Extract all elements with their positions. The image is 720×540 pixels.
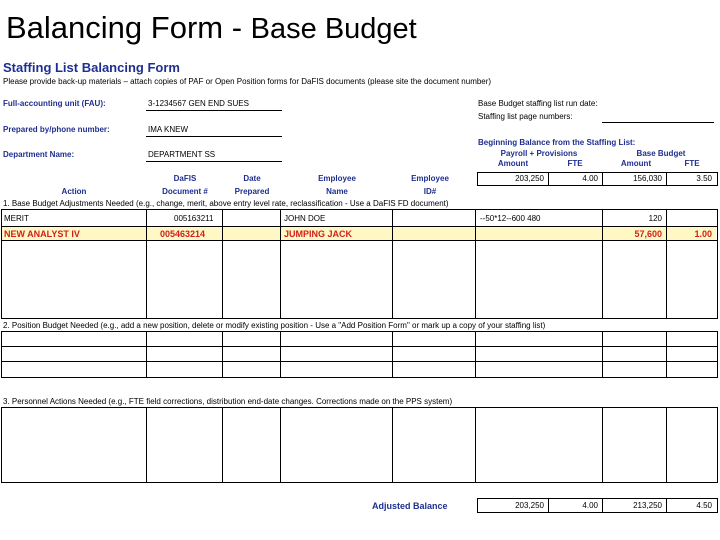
- ab-divider-1: [548, 498, 549, 512]
- slide-title-sub: Base Budget: [250, 13, 417, 45]
- s3-col-line-4: [392, 407, 393, 482]
- s2-col-line-4: [392, 331, 393, 377]
- payroll-amount-header: Amount: [497, 159, 529, 168]
- s3-col-line-5: [475, 407, 476, 482]
- s3-col-line-3: [280, 407, 281, 482]
- section3-caption: 3. Personnel Actions Needed (e.g., FTE field corrections, distribution end-date changes. Corrections made on the PPS system): [3, 397, 453, 406]
- prepared-underline: [146, 136, 282, 137]
- col-prepared-header: Prepared: [234, 187, 270, 196]
- ab-divider-3: [666, 498, 667, 512]
- bb-payroll-fte[interactable]: 4.00: [582, 174, 598, 183]
- fau-underline: [146, 110, 282, 111]
- s2-col-line-2: [222, 331, 223, 377]
- slide-title: [6, 10, 417, 47]
- s2-col-line-1: [146, 331, 147, 377]
- s2-col-line-5: [475, 331, 476, 377]
- section1-caption: 1. Base Budget Adjustments Needed (e.g., change, merit, above entry level rate, reclassification - Use a DaFIS FD document): [3, 199, 449, 208]
- form-title: Staffing List Balancing Form: [3, 60, 180, 75]
- row1-action[interactable]: MERIT: [4, 214, 29, 223]
- bb-divider-1: [548, 172, 549, 185]
- row2-amount[interactable]: 57,600: [634, 229, 662, 239]
- s1-row-line-2: [1, 240, 717, 241]
- prepared-value[interactable]: IMA KNEW: [148, 125, 189, 134]
- bb-base-fte[interactable]: 3.50: [696, 174, 712, 183]
- payroll-provisions-label: Payroll + Provisions: [500, 149, 578, 158]
- run-date-label: Base Budget staffing list run date:: [478, 99, 598, 108]
- section2-caption: 2. Position Budget Needed (e.g., add a new position, delete or modify existing position - Use a "Add Position Form" or mark up a copy of your staffing list): [3, 321, 546, 330]
- slide-title-main: Balancing Form: [6, 10, 224, 45]
- bb-payroll-amount[interactable]: 203,250: [515, 174, 544, 183]
- s2-row-line-2: [1, 361, 717, 362]
- bb-base-amount[interactable]: 156,030: [633, 174, 662, 183]
- col-name-header: Name: [326, 187, 348, 196]
- s1-col-line-1: [146, 209, 147, 318]
- dept-value[interactable]: DEPARTMENT SS: [148, 150, 216, 159]
- section2-table: [1, 331, 718, 378]
- base-fte-header: FTE: [684, 159, 700, 168]
- col-employee2-header: Employee: [411, 174, 449, 183]
- ab-payroll-amount[interactable]: 203,250: [515, 501, 544, 510]
- col-date-header: Date: [243, 174, 261, 183]
- col-employee-header: Employee: [318, 174, 356, 183]
- col-action-header: Action: [61, 187, 87, 196]
- adjusted-balance-label: Adjusted Balance: [372, 501, 448, 511]
- slide-title-dash: -: [231, 10, 243, 45]
- bb-divider-2: [602, 172, 603, 185]
- ab-base-fte[interactable]: 4.50: [696, 501, 712, 510]
- s2-col-line-7: [666, 331, 667, 377]
- ab-divider-2: [602, 498, 603, 512]
- page-numbers-underline: [602, 122, 714, 123]
- row2-document[interactable]: 005463214: [160, 229, 206, 239]
- s1-col-line-3: [280, 209, 281, 318]
- col-document-header: Document #: [162, 187, 208, 196]
- row2-name[interactable]: JUMPING JACK: [284, 229, 353, 239]
- col-dafis-header: DaFIS: [173, 174, 197, 183]
- s1-col-line-4: [392, 209, 393, 318]
- bb-divider-3: [666, 172, 667, 185]
- s2-col-line-3: [280, 331, 281, 377]
- s2-col-line-6: [602, 331, 603, 377]
- dept-label: Department Name:: [3, 150, 75, 159]
- row1-id[interactable]: --50*12--600 480: [480, 214, 541, 223]
- s1-col-line-7: [666, 209, 667, 318]
- col-id-header: ID#: [423, 187, 437, 196]
- ab-base-amount[interactable]: 213,250: [633, 501, 662, 510]
- s2-row-line-1: [1, 346, 717, 347]
- s3-col-line-7: [666, 407, 667, 482]
- row1-document[interactable]: 005163211: [174, 214, 214, 223]
- s1-col-line-6: [602, 209, 603, 318]
- row2-fte[interactable]: 1.00: [694, 229, 712, 239]
- base-amount-header: Amount: [620, 159, 652, 168]
- row1-name[interactable]: JOHN DOE: [284, 214, 326, 223]
- section3-table: [1, 407, 718, 483]
- prepared-label: Prepared by/phone number:: [3, 125, 110, 134]
- s1-col-line-5: [475, 209, 476, 318]
- dept-underline: [146, 161, 282, 162]
- instructions-text: Please provide back-up materials – attach copies of PAF or Open Position forms for DaFIS documents (please site the document number): [3, 77, 492, 86]
- s3-col-line-2: [222, 407, 223, 482]
- row1-amount[interactable]: 120: [648, 214, 662, 223]
- payroll-fte-header: FTE: [567, 159, 583, 168]
- page-numbers-label: Staffing list page numbers:: [478, 112, 573, 121]
- row2-action[interactable]: NEW ANALYST IV: [4, 229, 80, 239]
- beginning-balance-label: Beginning Balance from the Staffing List:: [478, 138, 636, 147]
- s3-col-line-1: [146, 407, 147, 482]
- s3-col-line-6: [602, 407, 603, 482]
- ab-payroll-fte[interactable]: 4.00: [582, 501, 598, 510]
- base-budget-label: Base Budget: [636, 149, 686, 158]
- fau-label: Full-accounting unit (FAU):: [3, 99, 106, 108]
- s1-row-line-1: [1, 226, 717, 227]
- fau-value[interactable]: 3-1234567 GEN END SUES: [148, 99, 249, 108]
- s1-col-line-2: [222, 209, 223, 318]
